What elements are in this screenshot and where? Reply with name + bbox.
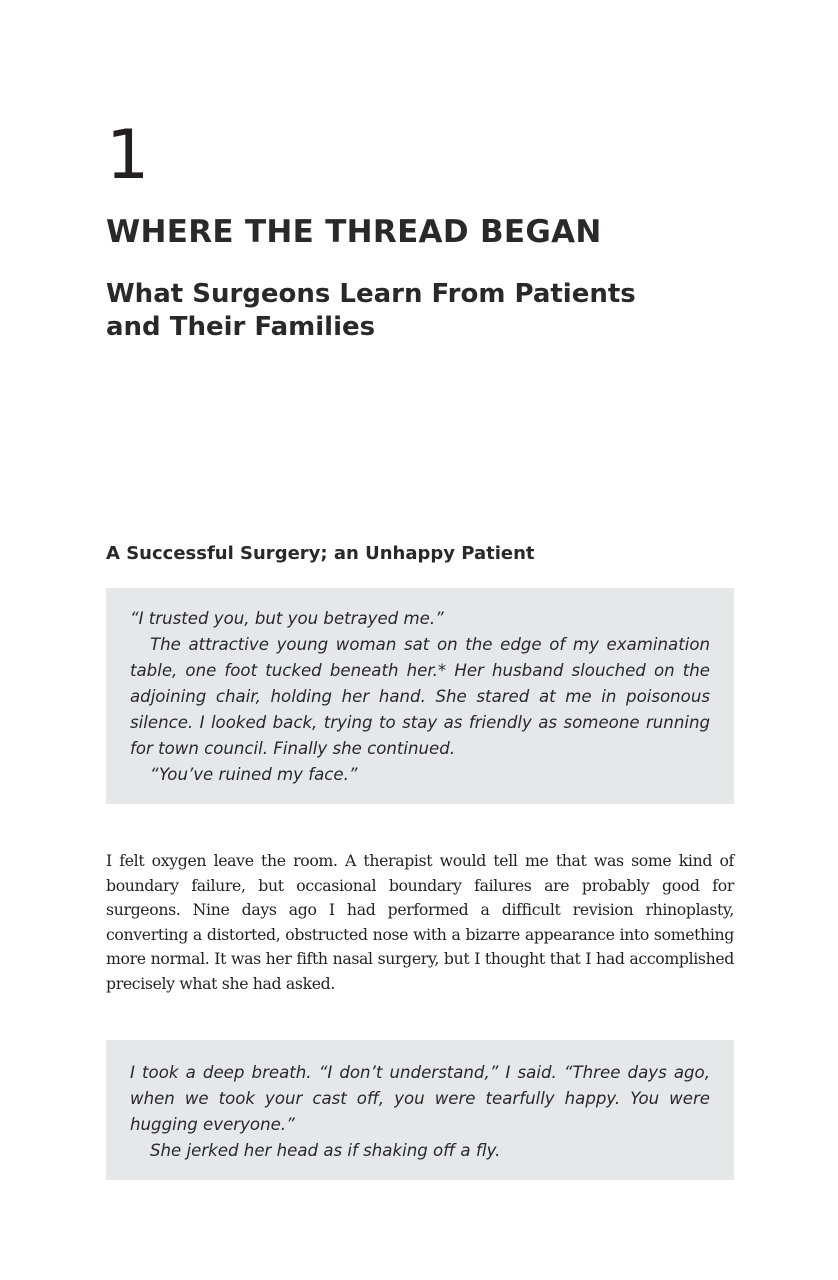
quote-paragraph: I took a deep breath. “I don’t understand,” I said. “Three days ago, when we took your cast off, you were tearfully happy. You were hugging everyone.”: [130, 1063, 710, 1134]
quote-paragraph: The attractive young woman sat on the edge of my examination table, one foot tucked beneath her.* Her husband slouched on the adjoining chair, holding her hand. She stared at me in poisonous silence. I looked back, trying to stay as friendly as someone running for town council. Finally she continued.: [130, 635, 710, 758]
chapter-title: WHERE THE THREAD BEGAN: [106, 214, 602, 250]
body-paragraph: I felt oxygen leave the room. A therapist would tell me that was some kind of boundary failure, but occasional boundary failures are probably good for surgeons. Nine days ago I had performed a difficult revision rhinoplasty, converting a distorted, obstructed nose with a bizarre appearance into something more normal. It was her fifth nasal surgery, but I thought that I had accomplished precisely what she had asked.: [106, 851, 734, 993]
quote-paragraph: She jerked her head as if shaking off a fly.: [150, 1141, 501, 1160]
section-heading: A Successful Surgery; an Unhappy Patient: [106, 543, 535, 564]
chapter-number: 1: [106, 116, 150, 195]
quote-box: [106, 588, 734, 804]
quote-paragraph: “You’ve ruined my face.”: [150, 765, 358, 784]
quote-box: [106, 1040, 734, 1180]
chapter-subtitle: What Surgeons Learn From Patients and Their Families: [106, 279, 636, 342]
quote-paragraph: “I trusted you, but you betrayed me.”: [130, 609, 444, 628]
